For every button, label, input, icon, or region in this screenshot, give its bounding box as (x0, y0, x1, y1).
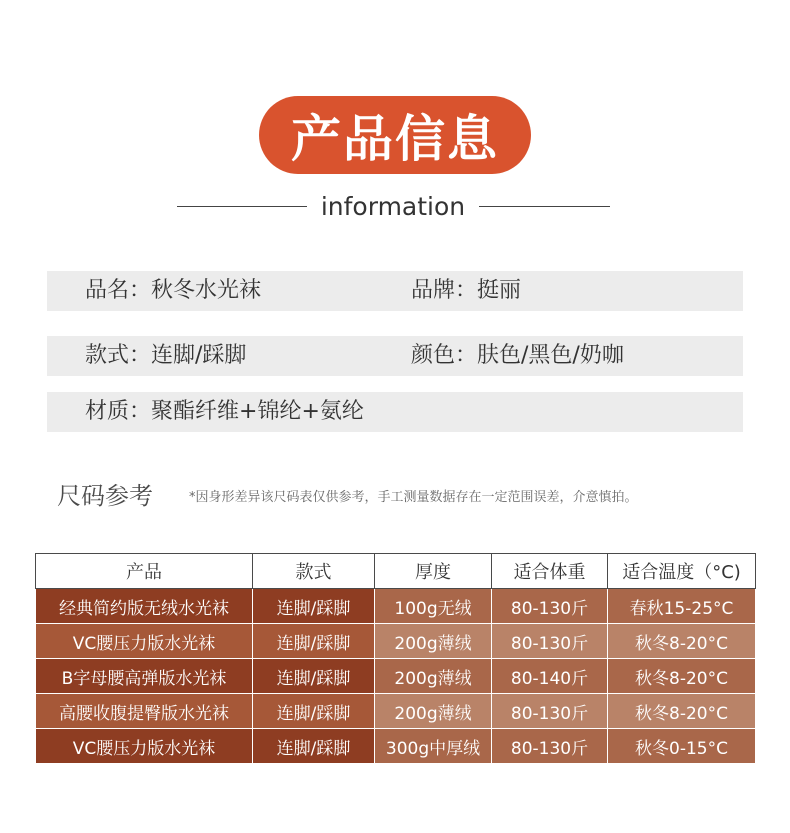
table-cell-style: 连脚/踩脚 (253, 659, 375, 694)
brand-value: 挺丽 (477, 278, 522, 303)
product-name-value: 秋冬水光袜 (151, 278, 262, 303)
table-cell-weight: 80-140斤 (492, 659, 608, 694)
table-cell-weight: 80-130斤 (492, 694, 608, 729)
info-row-material (47, 392, 743, 432)
table-cell-product: VC腰压力版水光袜 (36, 624, 253, 659)
table-cell-product: 高腰收腹提臀版水光袜 (36, 694, 253, 729)
table-cell-style: 连脚/踩脚 (253, 589, 375, 624)
table-row (36, 589, 756, 624)
table-cell-temperature: 秋冬8-20°C (608, 694, 756, 729)
brand-label: 品牌： (411, 278, 478, 303)
table-cell-thickness: 200g薄绒 (375, 624, 492, 659)
style-value: 连脚/踩脚 (151, 343, 247, 368)
page-title: 产品信息 (259, 96, 531, 174)
table-cell-weight: 80-130斤 (492, 624, 608, 659)
table-cell-thickness: 200g薄绒 (375, 694, 492, 729)
table-row (36, 624, 756, 659)
header-weight: 适合体重 (492, 554, 608, 589)
color-label: 颜色： (411, 343, 478, 368)
color-field (411, 336, 624, 376)
table-cell-style: 连脚/踩脚 (253, 624, 375, 659)
material-field (85, 392, 364, 432)
style-field (85, 336, 246, 376)
info-row-style-color (47, 336, 743, 376)
table-cell-product: 经典简约版无绒水光袜 (36, 589, 253, 624)
size-table (35, 553, 756, 764)
table-row (36, 729, 756, 764)
table-cell-product: VC腰压力版水光袜 (36, 729, 253, 764)
product-name-label: 品名： (85, 278, 152, 303)
table-cell-temperature: 秋冬0-15°C (608, 729, 756, 764)
table-cell-product: B字母腰高弹版水光袜 (36, 659, 253, 694)
subtitle-divider-right (479, 206, 610, 207)
page-subtitle: information (320, 192, 466, 221)
size-reference-title: 尺码参考 (57, 482, 153, 510)
material-label: 材质： (85, 399, 152, 424)
product-name-field (85, 271, 261, 311)
color-value: 肤色/黑色/奶咖 (477, 343, 624, 368)
table-cell-temperature: 春秋15-25°C (608, 589, 756, 624)
info-row-name-brand (47, 271, 743, 311)
style-label: 款式： (85, 343, 152, 368)
table-cell-thickness: 100g无绒 (375, 589, 492, 624)
header-thickness: 厚度 (375, 554, 492, 589)
header-style: 款式 (253, 554, 375, 589)
table-cell-style: 连脚/踩脚 (253, 729, 375, 764)
table-cell-weight: 80-130斤 (492, 729, 608, 764)
table-row (36, 659, 756, 694)
table-cell-weight: 80-130斤 (492, 589, 608, 624)
table-row (36, 694, 756, 729)
brand-field (411, 271, 521, 311)
material-value: 聚酯纤维+锦纶+氨纶 (151, 399, 364, 424)
table-cell-temperature: 秋冬8-20°C (608, 624, 756, 659)
table-cell-style: 连脚/踩脚 (253, 694, 375, 729)
header-temperature: 适合温度（°C) (608, 554, 756, 589)
table-header-row (36, 554, 756, 589)
table-cell-thickness: 200g薄绒 (375, 659, 492, 694)
table-cell-thickness: 300g中厚绒 (375, 729, 492, 764)
size-reference-note: *因身形差异该尺码表仅供参考，手工测量数据存在一定范围误差，介意慎拍。 (189, 490, 638, 505)
subtitle-divider-left (177, 206, 307, 207)
header-product: 产品 (36, 554, 253, 589)
table-cell-temperature: 秋冬8-20°C (608, 659, 756, 694)
